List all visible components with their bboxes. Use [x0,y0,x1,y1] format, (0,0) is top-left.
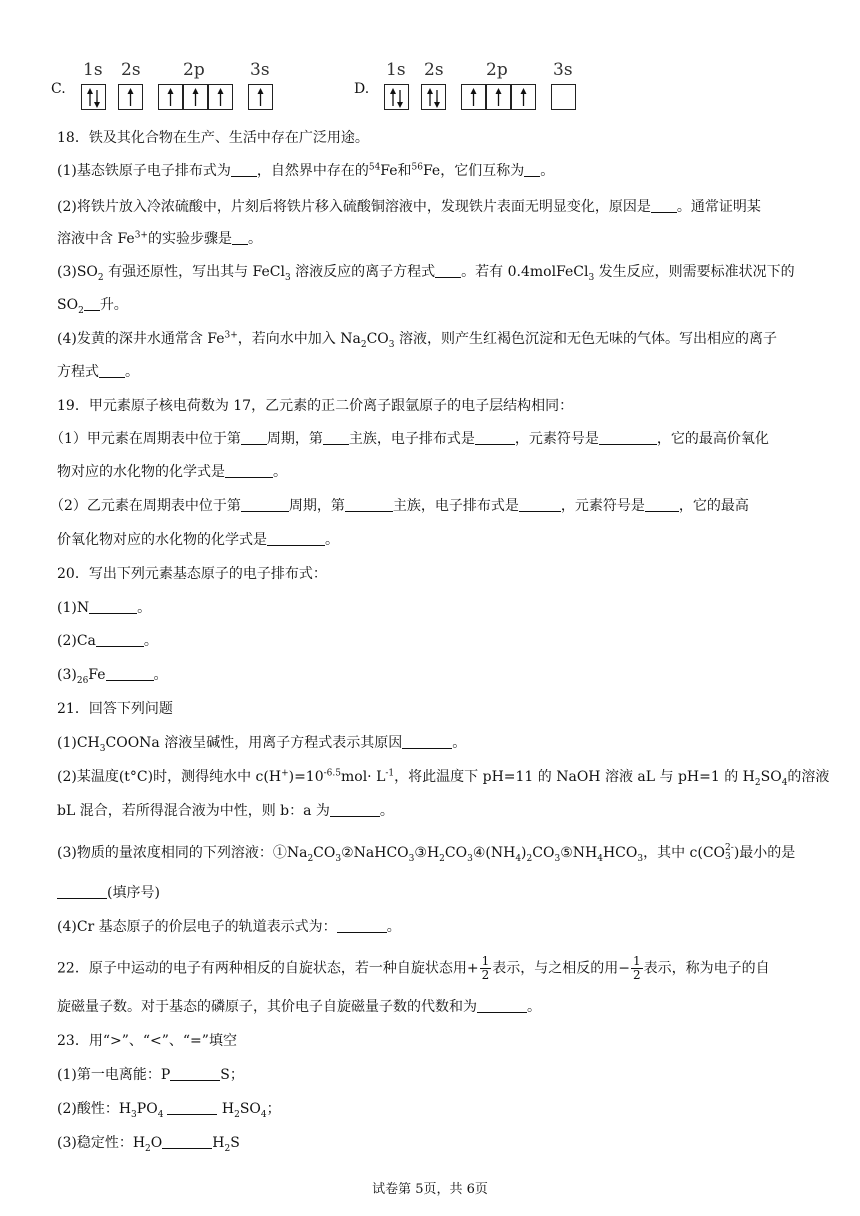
q18-stem: 18．铁及其化合物在生产、生活中存在广泛用途。 [57,130,369,146]
q20-item2: (2)Ca 。 [57,633,158,649]
answer-blank[interactable] [167,1100,217,1115]
q19-part2-cont: 价氧化物对应的水化物的化学式是 。 [57,532,339,548]
orbital-box-up [248,84,273,110]
q23-item3: (3)稳定性：$H_2O$ $H_2S$ [57,1135,240,1154]
q23-item2: (2)酸性：$H_3PO_4$ $H_2SO_4$； [57,1101,281,1120]
answer-blank[interactable] [345,497,393,512]
q18-part1: (1)基态铁原子电子排布式为 ，自然界中存在的$^{54}$Fe和$^{56}$Fe，它们互称为 。 [57,162,555,179]
option-d-letter: D. [354,81,370,97]
orbital-label-3s: 3s [553,60,573,80]
q19-part1: （1）甲元素在周期表中位于第 周期，第 主族，电子排布式是 ，元素符号是 ，它的最高价氧化 [50,431,769,447]
q18-part4: (4)发黄的深井水通常含 $Fe^{3+}$，若向水中加入 $Na_2CO_3$ 溶液，则产生红褐色沉淀和无色无味的气体。写出相应的离子 [57,330,777,350]
orbital-label-1s: 1s [83,60,103,80]
q21-stem: 21．回答下列问题 [57,701,173,717]
orbital-label-2p: 2p [183,60,205,80]
answer-blank[interactable] [57,884,107,899]
answer-blank[interactable] [241,430,267,445]
answer-blank[interactable] [435,263,461,278]
orbital-label-3s: 3s [250,60,270,80]
answer-blank[interactable] [524,162,540,177]
q18-part2: (2)将铁片放入冷浓硫酸中，片刻后将铁片移入硫酸铜溶液中，发现铁片表面无明显变化，原因是 。通常证明某 [57,199,761,215]
answer-blank[interactable] [162,1134,212,1149]
q21-part2: (2)某温度(t°C)时，测得纯水中 $c(H^+)=10^{-6.5}mol\cdot L^{-1}$，将此温度下 pH=11 的 NaOH 溶液 aL 与 pH=1 的 $H_2SO_4$的溶液 [57,768,830,788]
answer-blank[interactable] [96,632,144,647]
q22-line2: 旋磁量子数。对于基态的磷原子，其价电子自旋磁量子数的代数和为 。 [57,999,541,1015]
q18-part3: $(3)SO_2$ 有强还原性，写出其与 FeCl$_3$ 溶液反应的离子方程式 。若有 0.4molFeCl$_3$ 发生反应，则需要标准状况下的 [57,264,795,283]
answer-blank[interactable] [402,734,452,749]
answer-blank[interactable] [232,230,248,245]
answer-blank[interactable] [330,802,380,817]
answer-blank[interactable] [225,463,273,478]
orbital-box-up [208,84,233,110]
answer-blank[interactable] [241,497,289,512]
orbital-box-up [183,84,208,110]
orbital-box-up [511,84,536,110]
orbital-box-updown [384,84,409,110]
answer-blank[interactable] [519,497,561,512]
q19-stem: 19．甲元素原子核电荷数为 17，乙元素的正二价离子跟氩原子的电子层结构相同： [57,398,574,414]
orbital-box-up [486,84,511,110]
answer-blank[interactable] [267,531,325,546]
q21-part1: $(1)CH_3COONa$ 溶液呈碱性，用离子方程式表示其原因 。 [57,735,467,754]
answer-blank[interactable] [170,1066,220,1081]
answer-blank[interactable] [89,599,137,614]
option-c-letter: C. [51,81,66,97]
answer-blank[interactable] [645,497,679,512]
orbital-label-2s: 2s [121,60,141,80]
answer-blank[interactable] [475,430,515,445]
q23-stem: 23．用“>”、“<”、“=”填空 [57,1033,237,1049]
orbital-box-up [461,84,486,110]
answer-blank[interactable] [84,296,100,311]
answer-blank[interactable] [231,162,257,177]
q22-line1: 22．原子中运动的电子有两种相反的自旋状态，若一种自旋状态用+ $\frac{1}{2}$ 表示，与之相反的用− $\frac{1}{2}$ 表示，称为电子的自 [57,954,770,982]
q21-part3-cont: (填序号) [57,883,160,903]
page-footer: 试卷第 5页，共 6页 [372,1182,488,1197]
orbital-label-2s: 2s [424,60,444,80]
q20-item3: $(3)_{26}Fe$ 。 [57,667,168,686]
q23-item1: (1)第一电离能：P S； [57,1067,244,1083]
fraction-half: $\frac{1}{2}$ [481,954,490,982]
q18-part3-cont: $SO_2$ 升。 [57,297,128,316]
q19-part2: （2）乙元素在周期表中位于第 周期，第 主族，电子排布式是 ，元素符号是 ，它的最高 [50,498,749,514]
q20-item1: (1)N 。 [57,600,152,616]
orbital-box-updown [81,84,106,110]
q18-part2-cont: 溶液中含 $Fe^{3+}$的实验步骤是 。 [57,230,262,247]
q20-stem: 20．写出下列元素基态原子的电子排布式： [57,566,327,582]
q18-part4-cont: 方程式 。 [57,364,139,380]
answer-blank[interactable] [99,363,125,378]
q21-part4: (4)Cr 基态原子的价层电子的轨道表示式为： 。 [57,919,401,935]
answer-blank[interactable] [599,430,657,445]
answer-blank[interactable] [106,666,154,681]
q19-part1-cont: 物对应的水化物的化学式是 。 [57,464,287,480]
fraction-half: $\frac{1}{2}$ [632,954,641,982]
answer-blank[interactable] [337,918,387,933]
answer-blank[interactable] [323,430,349,445]
answer-blank[interactable] [477,998,527,1013]
orbital-box-empty [551,84,576,110]
q21-part2-cont: bL 混合，若所得混合液为中性，则 b：a 为 。 [57,803,394,819]
orbital-box-up [118,84,143,110]
answer-blank[interactable] [651,198,677,213]
q21-part3: (3)物质的量浓度相同的下列溶液：$①Na_2CO_3②NaHCO_3③H_2CO_3④(NH_4)_2CO_3⑤NH_4HCO_3$，其中 c(CO 2- 3 )最小的是 [57,843,796,864]
orbital-label-2p: 2p [486,60,508,80]
orbital-box-updown [421,84,446,110]
orbital-box-up [158,84,183,110]
orbital-label-1s: 1s [386,60,406,80]
